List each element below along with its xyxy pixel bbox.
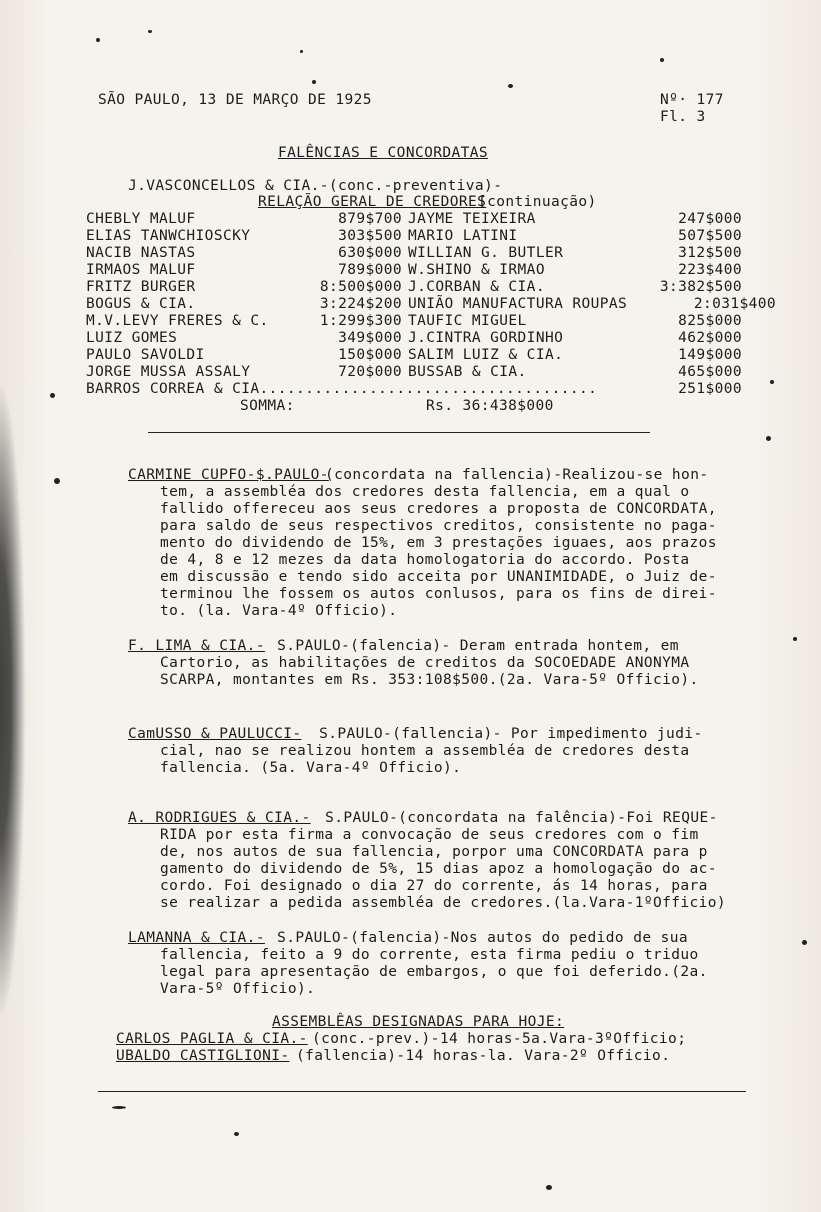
case-title: J.VASCONCELLOS & CIA.-(conc.-preventiva)- (128, 178, 503, 194)
creditor-right-amount: 223$400 (678, 262, 742, 278)
creditors-heading-note: [continuação) (478, 194, 597, 210)
item-line: para saldo de seus respectivos creditos, consistente no paga- (160, 518, 717, 534)
item-line: Cartorio, as habilitações de creditos da SOCOEDADE ANONYMA (160, 655, 690, 671)
item-line: cordo. Foi designado o dia 27 do corrente, ás 14 horas, para (160, 878, 708, 894)
item-line: de 4, 8 e 12 mezes da data homologatoria do accordo. Posta (160, 552, 690, 568)
creditor-right-amount: 2:031$400 (693, 296, 776, 312)
assembly-lead: UBALDO CASTIGLIONI- (116, 1048, 290, 1064)
item-line: terminou lhe fossem os autos conlusos, para os fins de direi- (160, 586, 717, 602)
creditor-left-name: ELIAS TANWCHIOSCKY (86, 228, 251, 244)
assembly-detail: (fallencia)-14 horas-la. Vara-2º Officio. (296, 1048, 671, 1064)
scan-speck (802, 940, 807, 945)
scan-speck (793, 637, 797, 641)
creditor-left-amount: 789$000 (338, 262, 402, 278)
creditor-left-name: BOGUS & CIA. (86, 296, 196, 312)
creditor-last-amount: 251$000 (678, 381, 742, 397)
creditor-left-name: NACIB NASTAS (86, 245, 196, 261)
creditor-right-amount: 312$500 (678, 245, 742, 261)
item-line: gamento do dividendo de 5%, 15 dias apoz a homologação do ac- (160, 861, 717, 877)
item-line: se realizar a pedida assembléa de credores.(la.Vara-1ºOfficio) (160, 895, 727, 911)
creditor-right-name: UNIÃO MANUFACTURA ROUPAS (408, 296, 628, 312)
total-label: SOMMA: (240, 398, 295, 414)
creditor-left-name: CHEBLY MALUF (86, 211, 196, 227)
item-line: S.PAULO-(concordata na falência)-Foi REQUE- (316, 810, 718, 826)
creditor-left-amount: 720$000 (338, 364, 402, 380)
scan-speck (234, 1132, 239, 1136)
creditor-left-name: LUIZ GOMES (86, 330, 178, 346)
section-title: FALÊNCIAS E CONCORDATAS (278, 145, 488, 161)
item-line: to. (la. Vara-4º Officio). (160, 603, 398, 619)
item-line: Vara-5º Officio). (160, 981, 316, 997)
item-line: de, nos autos de sua fallencia, porpor uma CONCORDATA para p (160, 844, 708, 860)
place-date: SÃO PAULO, 13 DE MARÇO DE 1925 (98, 92, 372, 108)
item-lead: F. LIMA & CIA.- (128, 638, 265, 654)
creditor-left-amount: 150$000 (338, 347, 402, 363)
item-lead: CARMINE CUPFO-$.PAULO- (128, 467, 329, 483)
item-line: S.PAULO-(fallencia)- Por impedimento judi- (310, 726, 703, 742)
creditor-right-amount: 825$000 (678, 313, 742, 329)
creditor-left-name: PAULO SAVOLDI (86, 347, 205, 363)
creditor-left-name: FRITZ BURGER (86, 279, 196, 295)
creditor-right-name: J.CINTRA GORDINHO (408, 330, 564, 346)
creditor-right-amount: 3:382$500 (659, 279, 742, 295)
item-line: (concordata na fallencia)-Realizou-se hon- (325, 467, 709, 483)
scan-speck (96, 38, 100, 42)
creditor-right-name: MARIO LATINI (408, 228, 518, 244)
scan-speck (148, 30, 152, 33)
item-lead: CamUSSO & PAULUCCI- (128, 726, 302, 742)
creditor-right-amount: 247$000 (678, 211, 742, 227)
item-line: fallencia, feito a 9 do corrente, esta firma pediu o triduo (160, 947, 699, 963)
bulletin-number: Nº· 177 (660, 92, 724, 108)
creditor-right-name: BUSSAB & CIA. (408, 364, 527, 380)
creditor-left-name: JORGE MUSSA ASSALY (86, 364, 251, 380)
creditor-left-amount: 303$500 (338, 228, 402, 244)
assemblies-heading: ASSEMBLÊAS DESIGNADAS PARA HOJE: (272, 1014, 565, 1030)
creditor-right-name: JAYME TEIXEIRA (408, 211, 536, 227)
item-line: cial, nao se realizou hontem a assembléa de credores desta (160, 743, 690, 759)
item-line: mento do dividendo de 15%, em 3 prestações iguaes, aos prazos (160, 535, 717, 551)
scan-edge-shadow (0, 380, 26, 1020)
scan-speck (546, 1185, 552, 1190)
scan-speck (112, 1106, 126, 1109)
creditor-right-name: SALIM LUIZ & CIA. (408, 347, 564, 363)
folio-number: Fl. 3 (660, 109, 706, 125)
creditor-left-amount: 1:299$300 (319, 313, 402, 329)
section-divider (148, 432, 650, 433)
creditor-last-line: BARROS CORREA & CIA..................................... (86, 381, 598, 397)
item-line: fallido offereceu aos seus credores a proposta de CONCORDATA, (160, 501, 717, 517)
creditor-left-name: M.V.LEVY FRERES & C. (86, 313, 269, 329)
creditor-right-amount: 149$000 (678, 347, 742, 363)
item-line: fallencia. (5a. Vara-4º Officio). (160, 760, 462, 776)
creditor-right-amount: 462$000 (678, 330, 742, 346)
creditors-heading: RELAÇÃO GERAL DE CREDORES (258, 194, 487, 210)
creditor-right-name: J.CORBAN & CIA. (408, 279, 545, 295)
creditor-right-name: TAUFIC MIGUEL (408, 313, 527, 329)
scan-speck (766, 436, 771, 441)
scan-speck (312, 80, 316, 84)
creditor-right-amount: 465$000 (678, 364, 742, 380)
scan-speck (300, 50, 303, 53)
assembly-detail: (conc.-prev.)-14 horas-5a.Vara-3ºOfficio; (312, 1031, 687, 1047)
creditor-right-name: W.SHINO & IRMAO (408, 262, 545, 278)
scan-speck (660, 58, 664, 62)
item-lead: LAMANNA & CIA.- (128, 930, 265, 946)
creditor-left-amount: 630$000 (338, 245, 402, 261)
item-line: em discussão e tendo sido acceita por UNANIMIDADE, o Juiz de- (160, 569, 717, 585)
item-line: SCARPA, montantes em Rs. 353:108$500.(2a. Vara-5º Officio). (160, 672, 699, 688)
creditor-left-amount: 8:500$000 (319, 279, 402, 295)
item-line: RIDA por esta firma a convocação de seus credores com o fim (160, 827, 699, 843)
creditor-left-amount: 879$700 (338, 211, 402, 227)
scan-speck (508, 84, 513, 88)
item-lead: A. RODRIGUES & CIA.- (128, 810, 311, 826)
creditor-right-amount: 507$500 (678, 228, 742, 244)
bottom-divider (98, 1091, 746, 1092)
creditor-left-amount: 3:224$200 (319, 296, 402, 312)
item-line: legal para apresentação de embargos, o que foi deferido.(2a. (160, 964, 708, 980)
creditor-left-name: IRMAOS MALUF (86, 262, 196, 278)
scan-speck (770, 380, 774, 384)
item-line: S.PAULO-(falencia)-Nos autos do pedido de sua (268, 930, 688, 946)
creditor-left-amount: 349$000 (338, 330, 402, 346)
total-value: Rs. 36:438$000 (426, 398, 554, 414)
item-line: tem, a assembléa dos credores desta fallencia, em a qual o (160, 484, 690, 500)
assembly-lead: CARLOS PAGLIA & CIA.- (116, 1031, 308, 1047)
scan-speck (54, 478, 60, 484)
creditor-right-name: WILLIAN G. BUTLER (408, 245, 564, 261)
item-line: S.PAULO-(falencia)- Deram entrada hontem, em (268, 638, 679, 654)
scan-speck (50, 393, 55, 398)
